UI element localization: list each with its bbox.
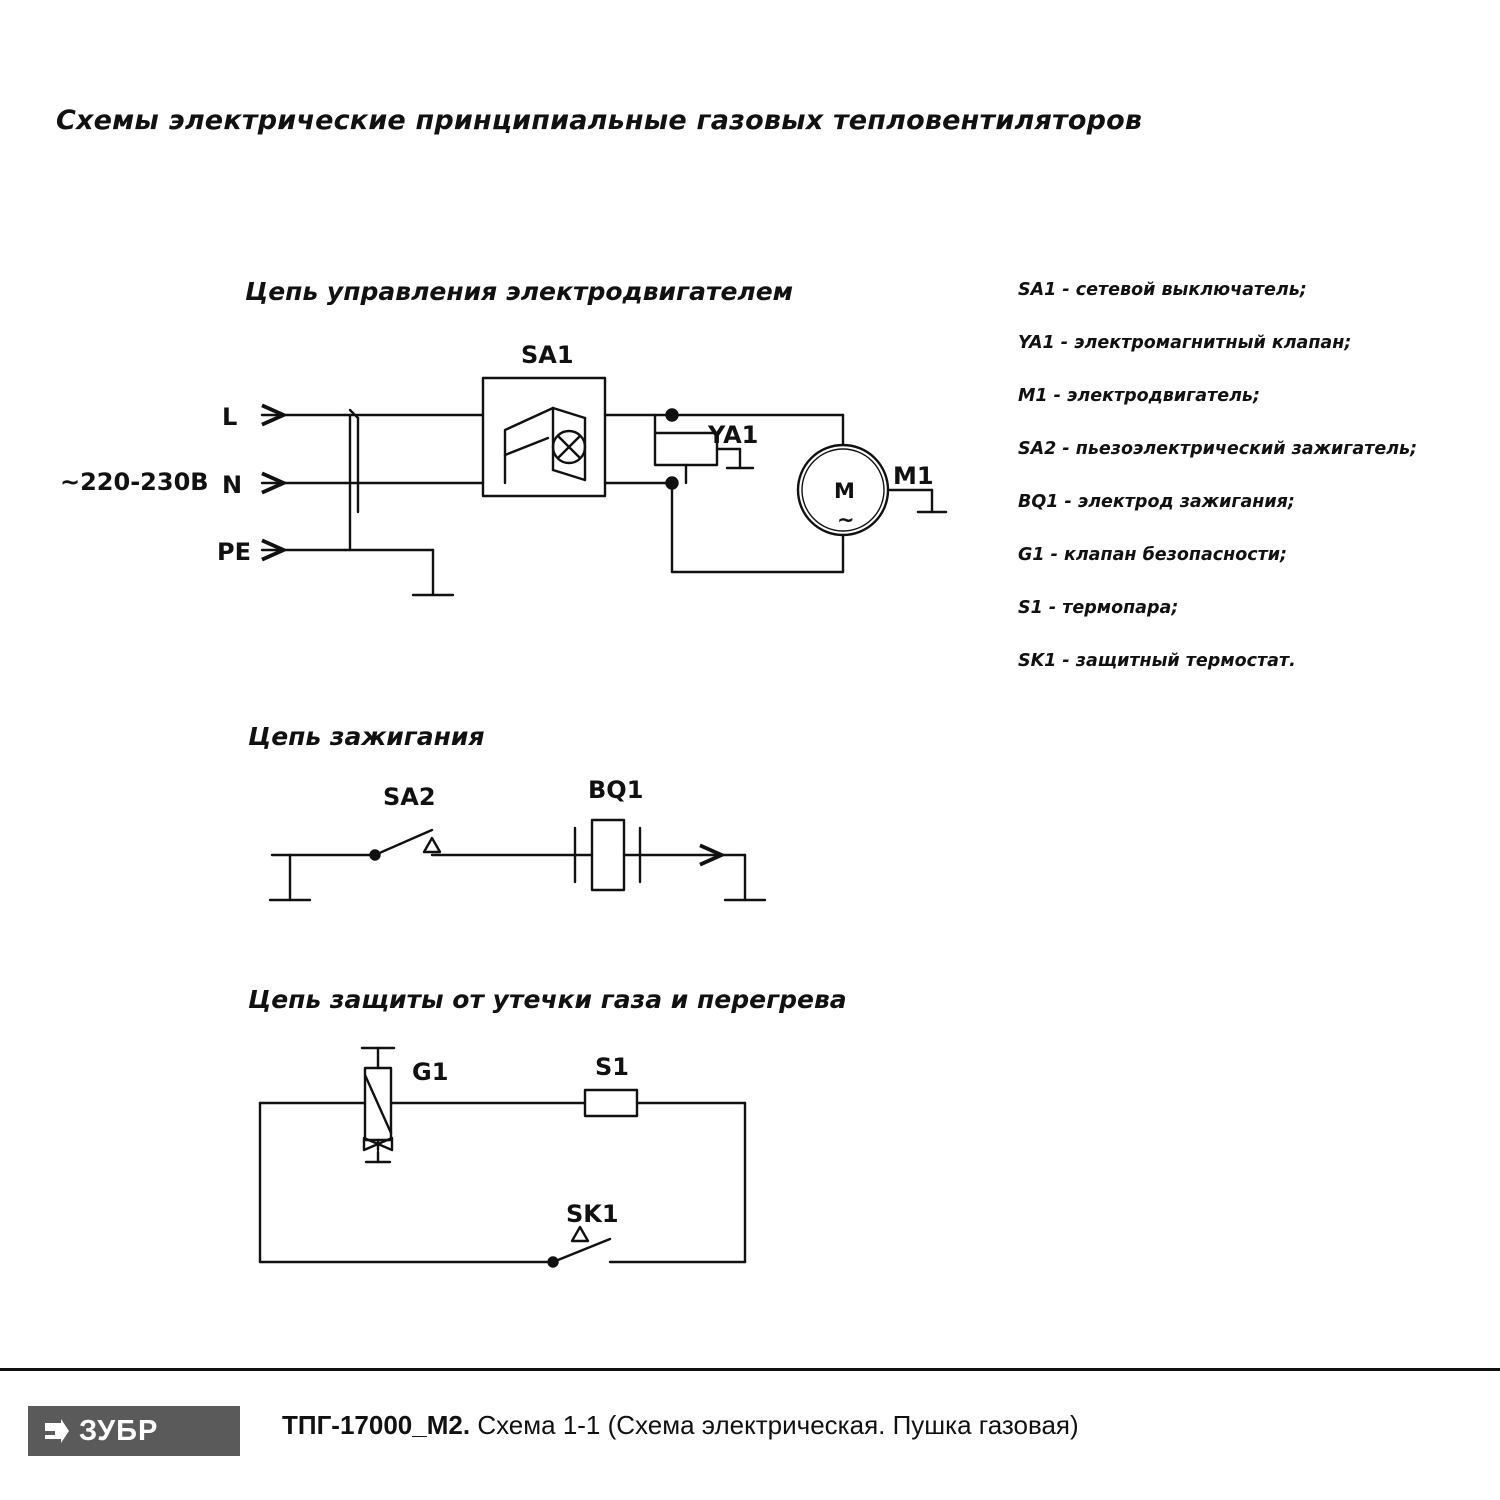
footer-caption bbox=[282, 1410, 1079, 1441]
section-title-ignition: Цепь зажигания bbox=[248, 722, 485, 751]
label-m1: M1 bbox=[893, 462, 934, 490]
footer bbox=[0, 1400, 1500, 1470]
legend-item: S1 - термопара; bbox=[1018, 598, 1179, 618]
line-label-PE: PE bbox=[217, 538, 251, 566]
brand-logo bbox=[28, 1406, 240, 1456]
section-title-protection: Цепь защиты от утечки газа и перегрева bbox=[248, 985, 847, 1014]
footer-divider bbox=[0, 1368, 1500, 1371]
supply-label: ~220-230В bbox=[60, 468, 209, 496]
label-ya1: YA1 bbox=[708, 421, 759, 449]
label-g1: G1 bbox=[412, 1058, 449, 1086]
label-sk1: SK1 bbox=[566, 1200, 619, 1228]
line-label-L: L bbox=[222, 403, 238, 431]
line-label-N: N bbox=[222, 471, 243, 499]
label-bq1: BQ1 bbox=[588, 776, 644, 804]
legend-list bbox=[1018, 280, 1478, 704]
brand-logo-text: ЗУБР bbox=[79, 1414, 159, 1447]
legend-item: SK1 - защитный термостат. bbox=[1018, 651, 1296, 671]
legend-item: BQ1 - электрод зажигания; bbox=[1018, 492, 1295, 512]
label-sa1: SA1 bbox=[521, 341, 574, 369]
legend-item: YA1 - электромагнитный клапан; bbox=[1018, 333, 1352, 353]
legend-item: G1 - клапан безопасности; bbox=[1018, 545, 1288, 565]
motor-symbol-sub: ~ bbox=[837, 508, 855, 532]
footer-model: ТПГ-17000_М2. bbox=[282, 1410, 471, 1440]
page-title: Схемы электрические принципиальные газовых тепловентиляторов bbox=[56, 105, 1143, 136]
motor-symbol: M bbox=[834, 479, 855, 503]
legend-item: SA1 - сетевой выключатель; bbox=[1018, 280, 1307, 300]
footer-caption-text: Схема 1-1 (Схема электрическая. Пушка газовая) bbox=[477, 1410, 1079, 1440]
label-s1: S1 bbox=[595, 1053, 629, 1081]
legend-item: SA2 - пьезоэлектрический зажигатель; bbox=[1018, 439, 1418, 459]
legend-item: M1 - электродвигатель; bbox=[1018, 386, 1260, 406]
arrow-icon bbox=[41, 1416, 71, 1446]
section-title-motor: Цепь управления электродвигателем bbox=[245, 277, 794, 306]
label-sa2: SA2 bbox=[383, 783, 436, 811]
